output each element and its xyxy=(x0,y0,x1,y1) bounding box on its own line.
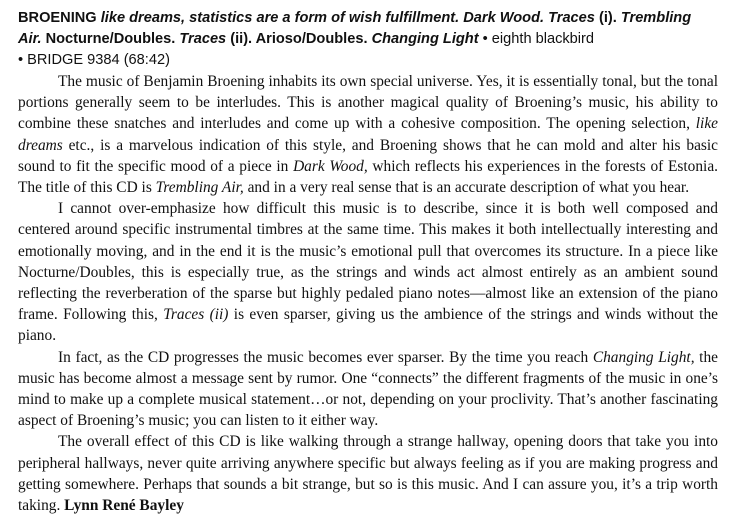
performers: eighth blackbird xyxy=(491,31,595,47)
italic-title: Traces (ii) xyxy=(163,306,229,324)
italic-title: Trembling Air, xyxy=(155,179,244,197)
italic-title: Changing Light, xyxy=(592,348,695,366)
italic-title: Dark Wood, xyxy=(293,157,368,175)
paragraph-text: I cannot over-emphasize how difficult this music is to describe, since it is both well composed and centered around specific instrumental timbres at the same time. This makes it both intellectually interesting and emotionally moving, and in the end it is the music’s emotional pull that overcomes its structure. In a piece like Nocturne/Doubles, this is especially true, as the strings and winds act almost entirely as an ambient sound reflecting the reverberation of the sparse but highly pedaled piano notes—almost like an extension of the piano frame. Following this, xyxy=(18,200,718,324)
review-paragraph xyxy=(18,347,718,432)
paragraph-text: the music has become almost a message sent by rumor. One “connects” the different fragments of the music in one’s mind to make up a complete musical statement…or not, depending on your proclivity. That’s another fascinating aspect of Broening’s music; you can listen to it either way. xyxy=(18,348,718,430)
work-title-segment: Traces xyxy=(179,31,227,47)
paragraph-text: etc., is a marvelous indication of this style, and Broening shows that he can mold and alter his basic sound to fit the specific mood of a piece in xyxy=(18,136,718,175)
reviewer-name: Lynn René Bayley xyxy=(64,497,184,515)
paragraph-text: and in a very real sense that is an accurate description of what you hear. xyxy=(243,179,690,197)
work-title-segment: Trembling Air. xyxy=(18,10,692,47)
review-body xyxy=(18,71,718,516)
review-header xyxy=(18,0,718,71)
review-paragraph xyxy=(18,431,718,516)
work-title-segment: Changing Light xyxy=(371,31,479,47)
composer-name: BROENING xyxy=(18,10,97,26)
work-title-segment: Nocturne/Doubles. xyxy=(41,31,180,47)
review-paragraph xyxy=(18,71,718,198)
paragraph-text: The overall effect of this CD is like walking through a strange hallway, opening doors that take you into peripheral hallways, never quite arriving anywhere specific but always feeling as if you are making progress and getting somewhere. Perhaps that sounds a bit strange, but so is this music. And I can assure you, it’s a trip worth taking. xyxy=(18,433,718,515)
review-article xyxy=(18,0,718,516)
paragraph-text: In fact, as the CD progresses the music becomes ever sparser. By the time you reach xyxy=(58,348,593,366)
paragraph-text: is even sparser, giving us the ambience of the strings and winds without the piano. xyxy=(18,306,718,345)
paragraph-text: which reflects his experiences in the forests of Estonia. The title of this CD is xyxy=(18,157,718,197)
work-title-segment: (ii). Arioso/Doubles. xyxy=(226,31,372,47)
work-title-segment: like dreams, statistics are a form of wish fulfillment. Dark Wood. Traces xyxy=(100,10,595,26)
paragraph-text: The music of Benjamin Broening inhabits its own special universe. Yes, it is essentially tonal, but the tonal portions generally seem to be interludes. This is another magical quality of Broening’s music, his ability to combine these snatches and interludes and come up with a cohesive composition. The opening selection, xyxy=(18,73,718,133)
label-catalog: • BRIDGE 9384 (68:42) xyxy=(18,52,170,68)
review-paragraph xyxy=(18,198,718,346)
work-title-segment: (i). xyxy=(594,10,621,26)
bullet-separator: • xyxy=(478,31,492,47)
italic-title: like dreams xyxy=(18,115,718,154)
